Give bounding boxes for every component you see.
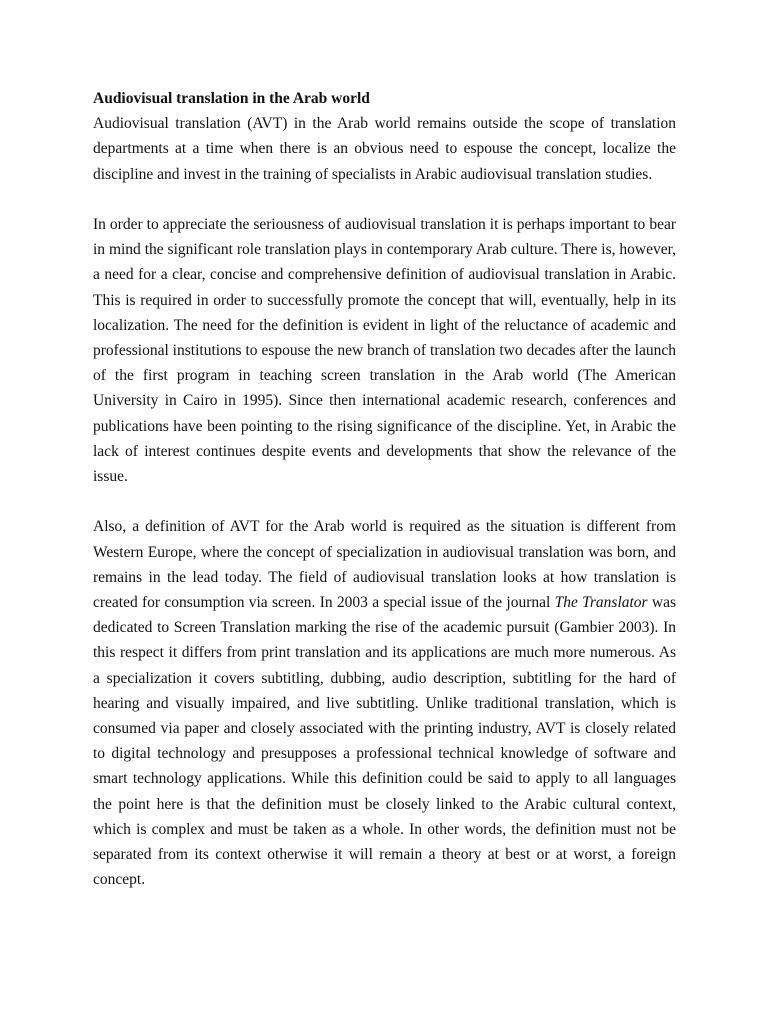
paragraph-3-text-start: Also, a definition of AVT for the Arab world is required as the situation is different from Western Europe, where the concept of specialization in audiovisual translation was born, and remains in the lead today. The field of audiovisual translation looks at how translation is created for consumption via screen. In 2003 a special issue of the journal — [93, 518, 676, 612]
paragraph-2: In order to appreciate the seriousness of audiovisual translation it is perhaps important to bear in mind the significant role translation plays in contemporary Arab culture. There is, however, a need for a clear, concise and comprehensive definition of audiovisual translation in Arabic. This is required in order to successfully promote the concept that will, eventually, help in its localization. The need for the definition is evident in light of the reluctance of academic and professional institutions to espouse the new branch of translation two decades after the launch of the first program in teaching screen translation in the Arab world (The American University in Cairo in 1995). Since then international academic research, conferences and publications have been pointing to the rising significance of the discipline. Yet, in Arabic the lack of interest continues despite events and developments that show the relevance of the issue. — [93, 216, 676, 486]
paragraph-1: Audiovisual translation (AVT) in the Arab world remains outside the scope of translation departments at a time when there is an obvious need to espouse the concept, localize the discipline and invest in the training of specialists in Arabic audiovisual translation studies. — [93, 115, 676, 183]
section-heading: Audiovisual translation in the Arab world — [93, 90, 370, 107]
document-body — [93, 86, 676, 892]
paragraph-3 — [93, 514, 676, 892]
paragraph-3-text-end: was dedicated to Screen Translation marking the rise of the academic pursuit (Gambier 2003). In this respect it differs from print translation and its applications are much more numerous. As a specialization it covers subtitling, dubbing, audio description, subtitling for the hard of hearing and visually impaired, and live subtitling. Unlike traditional translation, which is consumed via paper and closely associated with the printing industry, AVT is closely related to digital technology and presupposes a professional technical knowledge of software and smart technology applications. While this definition could be said to apply to all languages the point here is that the definition must be closely linked to the Arabic cultural context, which is complex and must be taken as a whole. In other words, the definition must not be separated from its context otherwise it will remain a theory at best or at worst, a foreign concept. — [93, 594, 676, 889]
journal-title: The Translator — [554, 594, 648, 612]
